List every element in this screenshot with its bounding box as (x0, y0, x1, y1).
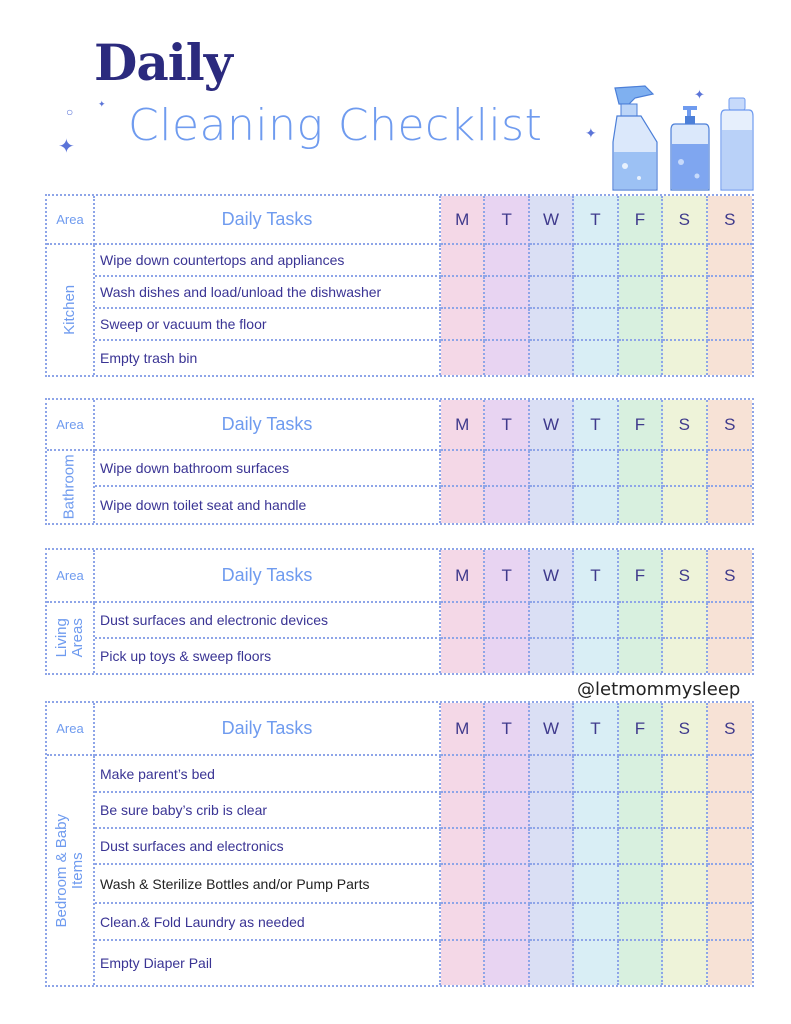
day-header-thu: T (574, 196, 618, 245)
checkbox-cell[interactable] (530, 277, 574, 309)
checkbox-cell[interactable] (441, 487, 485, 523)
checkbox-cell[interactable] (574, 793, 618, 829)
checkbox-cell[interactable] (441, 941, 485, 985)
checkbox-cell[interactable] (574, 941, 618, 985)
checkbox-cell[interactable] (574, 603, 618, 639)
section-bedroom-baby (45, 701, 754, 987)
checkbox-cell[interactable] (530, 309, 574, 341)
day-header-sun: S (708, 196, 752, 245)
circle-icon: ○ (66, 105, 74, 119)
checkbox-cell[interactable] (530, 865, 574, 904)
task-row: Be sure baby’s crib is clear (95, 793, 441, 829)
area-label-text (54, 814, 86, 927)
soap-dispenser-icon (671, 106, 709, 190)
checkbox-cell[interactable] (530, 603, 574, 639)
checkbox-cell[interactable] (708, 793, 752, 829)
day-header-thu: T (574, 703, 618, 756)
checkbox-cell[interactable] (485, 487, 529, 523)
task-row: Wash dishes and load/unload the dishwasher (95, 277, 441, 309)
checkbox-cell[interactable] (441, 603, 485, 639)
checkbox-cell[interactable] (574, 639, 618, 673)
cleaning-bottle-icon (721, 98, 753, 190)
day-header-sat: S (663, 550, 707, 603)
checkbox-cell[interactable] (708, 245, 752, 277)
sparkle-icon: ✦ (98, 99, 106, 109)
checkbox-cell[interactable] (574, 487, 618, 523)
checkbox-cell[interactable] (708, 603, 752, 639)
checkbox-cell[interactable] (574, 277, 618, 309)
checkbox-cell[interactable] (485, 865, 529, 904)
task-row: Empty Diaper Pail (95, 941, 441, 985)
checkbox-cell[interactable] (441, 309, 485, 341)
checkbox-cell[interactable] (663, 793, 707, 829)
checkbox-cell[interactable] (530, 941, 574, 985)
checkbox-cell[interactable] (663, 603, 707, 639)
checkbox-cell[interactable] (619, 341, 663, 375)
checkbox-cell[interactable] (530, 451, 574, 487)
day-header-wed: W (530, 703, 574, 756)
checkbox-cell[interactable] (619, 277, 663, 309)
task-row: Wipe down toilet seat and handle (95, 487, 441, 523)
day-header-tue: T (485, 196, 529, 245)
area-label (47, 603, 95, 673)
day-header-tue: T (485, 400, 529, 451)
section-living-areas (45, 548, 754, 675)
checkbox-cell[interactable] (663, 309, 707, 341)
checkbox-cell[interactable] (530, 829, 574, 865)
checkbox-cell[interactable] (619, 941, 663, 985)
task-row: Wipe down bathroom surfaces (95, 451, 441, 487)
checkbox-cell[interactable] (708, 277, 752, 309)
task-row: Dust surfaces and electronic devices (95, 603, 441, 639)
day-header-fri: F (619, 400, 663, 451)
checkbox-cell[interactable] (530, 639, 574, 673)
checkbox-cell[interactable] (574, 865, 618, 904)
checkbox-cell[interactable] (663, 245, 707, 277)
day-header-sun: S (708, 703, 752, 756)
title-cleaning-checklist: Cleaning Checklist (128, 100, 543, 151)
checkbox-cell[interactable] (530, 341, 574, 375)
checkbox-cell[interactable] (619, 865, 663, 904)
checkbox-cell[interactable] (663, 639, 707, 673)
cleaning-bottles-illustration (605, 80, 760, 195)
checkbox-cell[interactable] (485, 756, 529, 793)
day-header-mon: M (441, 400, 485, 451)
day-header-thu: T (574, 550, 618, 603)
area-label-line: Bedroom & Baby (53, 813, 71, 928)
checkbox-cell[interactable] (574, 756, 618, 793)
checkbox-cell[interactable] (441, 245, 485, 277)
task-row: Empty trash bin (95, 341, 441, 375)
area-label-text: Kitchen (61, 284, 79, 336)
day-header-mon: M (441, 703, 485, 756)
checkbox-cell[interactable] (441, 639, 485, 673)
area-label-line: Areas (68, 618, 86, 658)
checkbox-cell[interactable] (663, 341, 707, 375)
checkbox-cell[interactable] (663, 829, 707, 865)
sparkle-icon: ✦ (694, 87, 705, 102)
title-daily: Daily (94, 33, 232, 92)
checkbox-cell[interactable] (574, 904, 618, 941)
task-row: Dust surfaces and electronics (95, 829, 441, 865)
checkbox-cell[interactable] (619, 829, 663, 865)
area-label (47, 451, 95, 523)
checkbox-cell[interactable] (663, 941, 707, 985)
tasks-header: Daily Tasks (95, 703, 441, 756)
checkbox-cell[interactable] (530, 487, 574, 523)
day-header-fri: F (619, 196, 663, 245)
section-bathroom (45, 398, 754, 525)
task-row: Wash & Sterilize Bottles and/or Pump Parts (95, 865, 441, 904)
checkbox-cell[interactable] (485, 904, 529, 941)
checkbox-cell[interactable] (708, 904, 752, 941)
area-header: Area (47, 703, 95, 756)
checkbox-cell[interactable] (441, 756, 485, 793)
tasks-header: Daily Tasks (95, 400, 441, 451)
checkbox-cell[interactable] (619, 639, 663, 673)
area-label-line: Living (53, 618, 71, 658)
checkbox-cell[interactable] (485, 245, 529, 277)
checkbox-cell[interactable] (485, 341, 529, 375)
checkbox-cell[interactable] (441, 341, 485, 375)
day-header-wed: W (530, 550, 574, 603)
checkbox-cell[interactable] (619, 904, 663, 941)
checkbox-cell[interactable] (619, 309, 663, 341)
checkbox-cell[interactable] (663, 487, 707, 523)
tasks-header: Daily Tasks (95, 196, 441, 245)
checkbox-cell[interactable] (708, 341, 752, 375)
day-header-fri: F (619, 703, 663, 756)
checkbox-cell[interactable] (708, 309, 752, 341)
checkbox-cell[interactable] (530, 793, 574, 829)
checkbox-cell[interactable] (619, 793, 663, 829)
checkbox-cell[interactable] (663, 756, 707, 793)
area-header: Area (47, 400, 95, 451)
checkbox-cell[interactable] (574, 309, 618, 341)
task-row: Sweep or vacuum the floor (95, 309, 441, 341)
sparkle-icon: ✦ (585, 125, 597, 141)
checkbox-cell[interactable] (619, 245, 663, 277)
task-row: Wipe down countertops and appliances (95, 245, 441, 277)
day-header-sat: S (663, 196, 707, 245)
task-row: Make parent’s bed (95, 756, 441, 793)
area-label (47, 245, 95, 375)
checkbox-cell[interactable] (485, 941, 529, 985)
day-header-mon: M (441, 196, 485, 245)
checkbox-cell[interactable] (485, 793, 529, 829)
checkbox-cell[interactable] (485, 639, 529, 673)
checkbox-cell[interactable] (530, 245, 574, 277)
area-label-line: Items (69, 852, 86, 889)
task-row: Clean.& Fold Laundry as needed (95, 904, 441, 941)
checkbox-cell[interactable] (574, 451, 618, 487)
day-header-thu: T (574, 400, 618, 451)
checkbox-cell[interactable] (441, 451, 485, 487)
day-header-sun: S (708, 400, 752, 451)
checkbox-cell[interactable] (663, 277, 707, 309)
checkbox-cell[interactable] (574, 341, 618, 375)
checkbox-cell[interactable] (708, 487, 752, 523)
checkbox-cell[interactable] (485, 603, 529, 639)
checkbox-cell[interactable] (708, 865, 752, 904)
day-header-tue: T (485, 550, 529, 603)
checkbox-cell[interactable] (708, 829, 752, 865)
checkbox-cell[interactable] (574, 829, 618, 865)
checkbox-cell[interactable] (663, 865, 707, 904)
checkbox-cell[interactable] (441, 904, 485, 941)
checkbox-cell[interactable] (619, 603, 663, 639)
area-header: Area (47, 550, 95, 603)
checkbox-cell[interactable] (574, 245, 618, 277)
checkbox-cell[interactable] (441, 829, 485, 865)
checkbox-cell[interactable] (485, 829, 529, 865)
checkbox-cell[interactable] (441, 277, 485, 309)
day-header-sun: S (708, 550, 752, 603)
day-header-sat: S (663, 703, 707, 756)
checkbox-cell[interactable] (530, 756, 574, 793)
spray-bottle-icon (613, 86, 657, 190)
area-label-text (54, 618, 86, 657)
task-row: Pick up toys & sweep floors (95, 639, 441, 673)
sparkle-icon: ✦ (58, 136, 75, 158)
checkbox-cell[interactable] (485, 451, 529, 487)
section-kitchen (45, 194, 754, 377)
checkbox-cell[interactable] (708, 941, 752, 985)
checkbox-cell[interactable] (485, 277, 529, 309)
checkbox-cell[interactable] (708, 639, 752, 673)
checkbox-cell[interactable] (663, 451, 707, 487)
checkbox-cell[interactable] (619, 756, 663, 793)
credit-handle: @letmommysleep (577, 679, 741, 700)
checkbox-cell[interactable] (619, 451, 663, 487)
day-header-mon: M (441, 550, 485, 603)
day-header-sat: S (663, 400, 707, 451)
area-label-text: Bathroom (61, 454, 79, 520)
checkbox-cell[interactable] (530, 904, 574, 941)
checkbox-cell[interactable] (708, 451, 752, 487)
checkbox-cell[interactable] (619, 487, 663, 523)
area-label (47, 756, 95, 985)
checkbox-cell[interactable] (485, 309, 529, 341)
day-header-tue: T (485, 703, 529, 756)
checkbox-cell[interactable] (708, 756, 752, 793)
checkbox-cell[interactable] (441, 865, 485, 904)
checkbox-cell[interactable] (441, 793, 485, 829)
checkbox-cell[interactable] (663, 904, 707, 941)
day-header-wed: W (530, 196, 574, 245)
day-header-fri: F (619, 550, 663, 603)
area-header: Area (47, 196, 95, 245)
day-header-wed: W (530, 400, 574, 451)
tasks-header: Daily Tasks (95, 550, 441, 603)
